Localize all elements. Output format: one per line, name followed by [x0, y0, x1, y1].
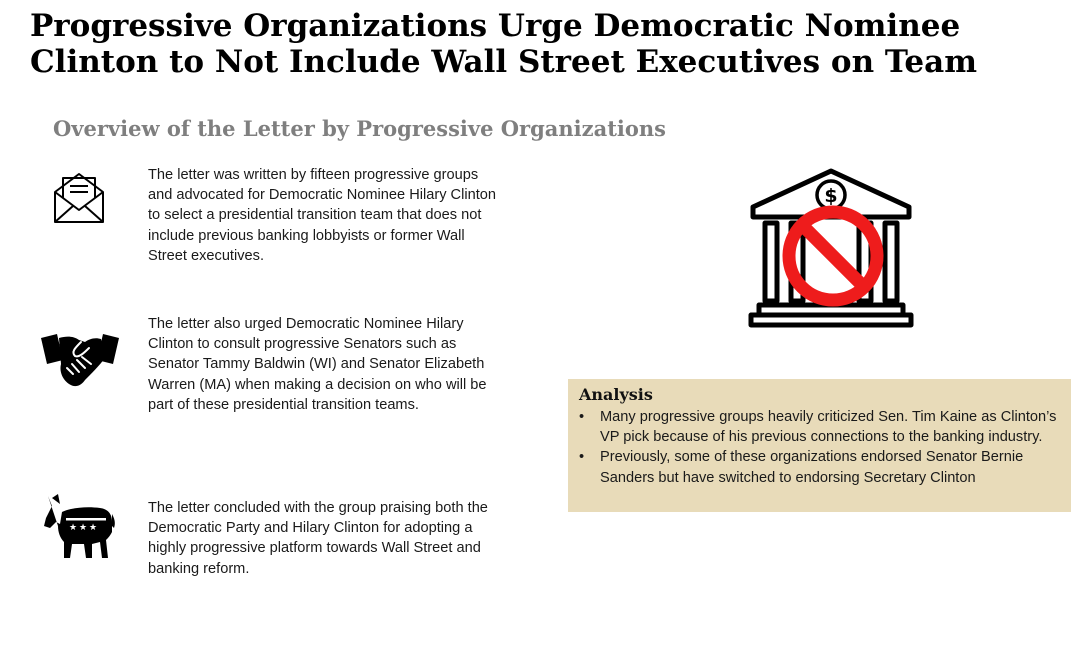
- analysis-point-text: Many progressive groups heavily criticized Sen. Tim Kaine as Clinton’s VP pick because of his previous connections to the banking industry.: [600, 409, 1057, 446]
- analysis-list: [579, 407, 1061, 488]
- handshake-icon: [41, 330, 119, 390]
- democratic-donkey-icon: [42, 492, 116, 564]
- bullet: •: [579, 449, 585, 466]
- dollar-symbol: $: [824, 185, 838, 207]
- svg-text:★: ★: [69, 523, 78, 533]
- envelope-letter-icon: [52, 170, 106, 226]
- analysis-point: [579, 447, 1061, 487]
- analysis-point: [579, 407, 1061, 447]
- bullet: •: [579, 409, 585, 425]
- analysis-heading: Analysis: [579, 385, 653, 404]
- overview-item-text: The letter was written by fifteen progressive groups and advocated for Democratic Nominee Hilary Clinton to select a presidential transition team that does not include previous banking lobbyists or former Wall Street executives.: [148, 167, 496, 264]
- overview-item-text: The letter also urged Democratic Nominee Hilary Clinton to consult progressive Senators such as Senator Tammy Baldwin (WI) and Senator Elizabeth Warren (MA) when making a decision on who will be part of these presidential transition teams.: [148, 316, 487, 413]
- svg-text:★: ★: [79, 523, 88, 533]
- analysis-point-text: Previously, some of these organizations endorsed Senator Bernie Sanders but have switched to endorsing Secretary Clinton: [600, 449, 1024, 486]
- overview-item-text: The letter concluded with the group praising both the Democratic Party and Hilary Clinton for adopting a highly progressive platform towards Wall Street and banking reform.: [148, 500, 488, 577]
- analysis-box: [568, 379, 1071, 512]
- page-title: Progressive Organizations Urge Democratic Nominee Clinton to Not Include Wall Street Executives on Team: [30, 8, 978, 80]
- bank-prohibited-icon: [745, 165, 917, 333]
- section-subtitle: Overview of the Letter by Progressive Organizations: [53, 116, 666, 141]
- svg-text:★: ★: [89, 523, 98, 533]
